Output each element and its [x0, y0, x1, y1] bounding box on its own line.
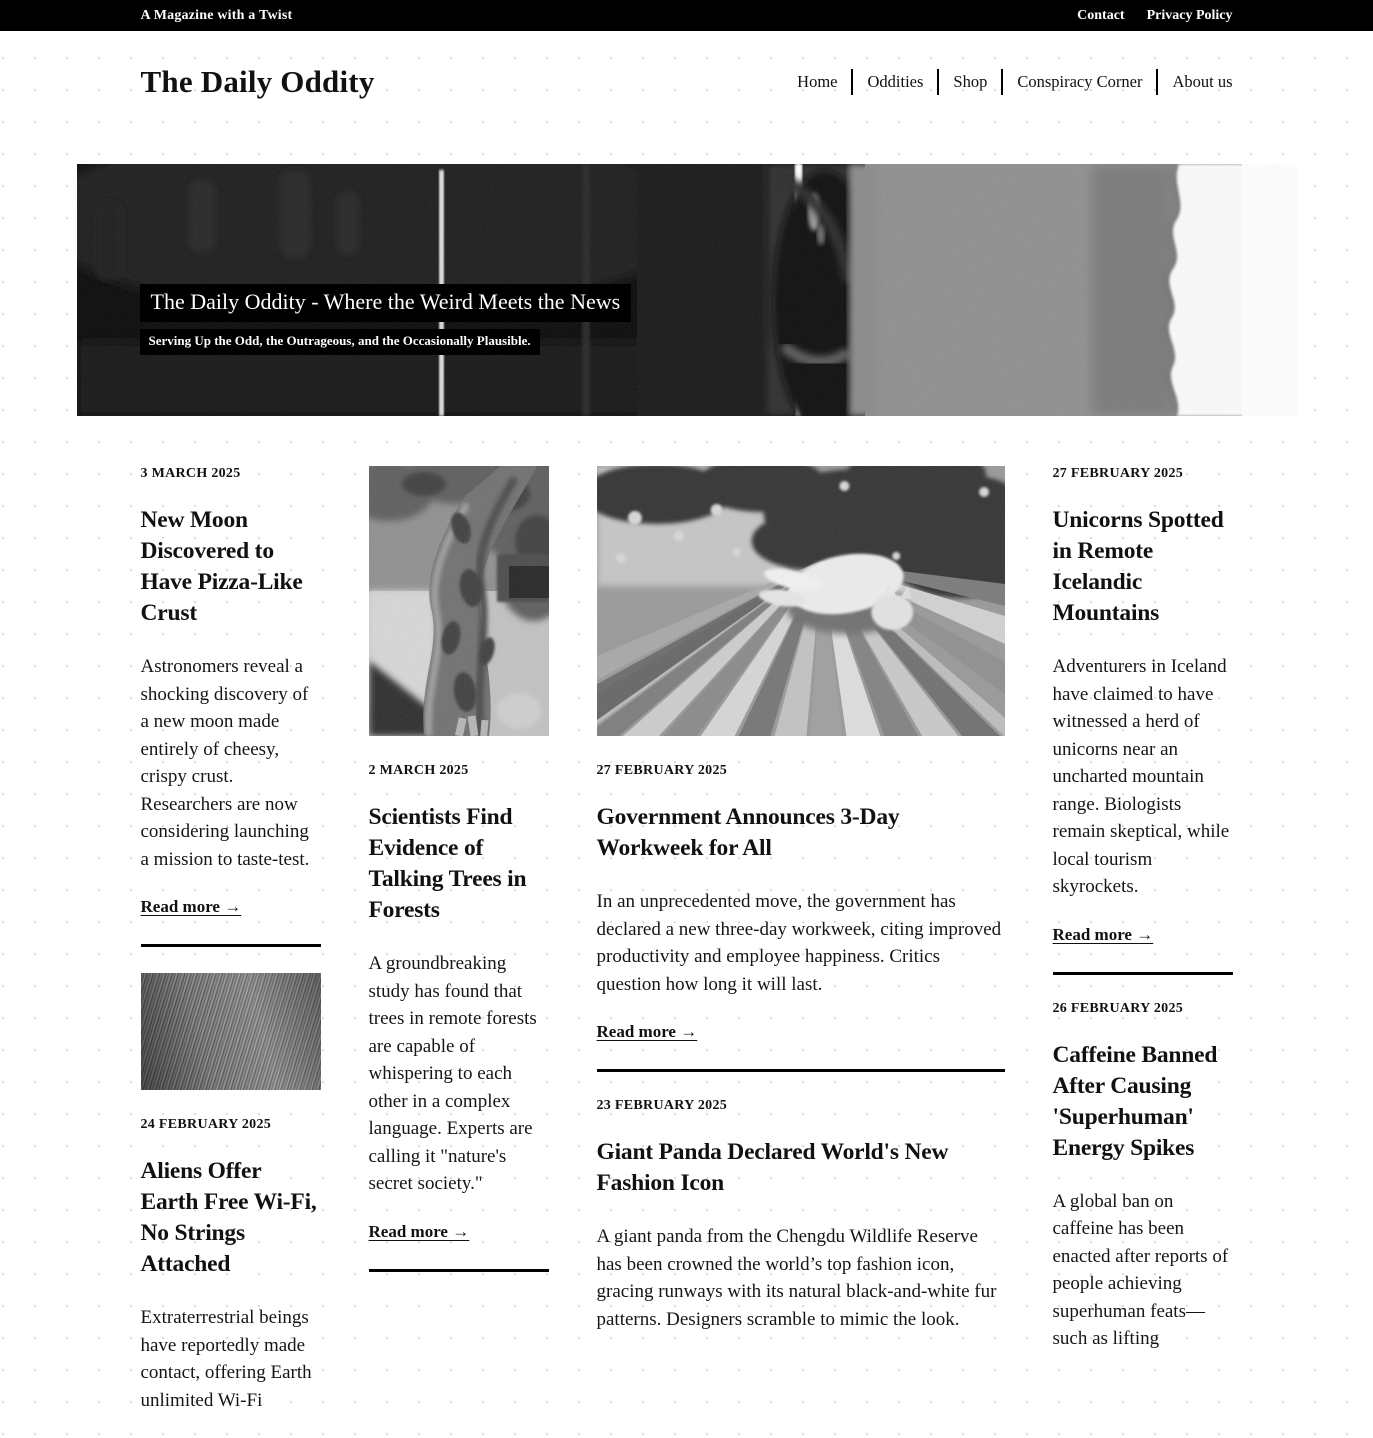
- article-caffeine: [1053, 1001, 1233, 1377]
- column-2: [369, 466, 549, 1298]
- read-more-link[interactable]: Read more →: [368, 1221, 470, 1241]
- post-excerpt: A global ban on caffeine has been enacted after reports of people achieving superhuman feats—such as lifting: [1052, 1190, 1229, 1349]
- nav-home[interactable]: Home: [797, 72, 838, 91]
- read-more-link[interactable]: Read more →: [140, 897, 242, 916]
- article-trees: [369, 466, 549, 1242]
- tree-photo: [369, 466, 549, 736]
- post-date: 3 MARCH 2025: [140, 466, 241, 481]
- post-title[interactable]: Unicorns Spotted in Remote Icelandic Mountains: [1052, 507, 1224, 626]
- post-date: 26 FEBRUARY 2025: [1052, 1000, 1184, 1016]
- article-workweek: [597, 466, 1005, 1042]
- divider: [1053, 972, 1233, 975]
- post-excerpt: In an unprecedented move, the government has declared a new three-day workweek, citing improved productivity and employee happiness. Critics question how long it will last.: [596, 891, 1002, 995]
- article-image-cat[interactable]: [597, 466, 1005, 736]
- site-title[interactable]: The Daily Oddity: [140, 64, 375, 99]
- nav-oddities[interactable]: Oddities: [851, 69, 937, 95]
- post-date: 2 MARCH 2025: [368, 763, 469, 778]
- column-1: [141, 466, 321, 1438]
- post-title[interactable]: Government Announces 3-Day Workweek for All: [596, 804, 900, 861]
- article-image-fur[interactable]: [141, 973, 321, 1090]
- nav-shop[interactable]: Shop: [937, 69, 1001, 95]
- top-bar: [0, 0, 1373, 31]
- post-title[interactable]: Caffeine Banned After Causing 'Superhuman' Energy Spikes: [1052, 1041, 1218, 1161]
- privacy-policy-link[interactable]: Privacy Policy: [1146, 7, 1233, 23]
- post-date: 27 FEBRUARY 2025: [1052, 466, 1184, 481]
- article-aliens: [141, 973, 321, 1438]
- site-header: [0, 31, 1373, 100]
- divider: [369, 1269, 549, 1272]
- hero-overlay: [140, 284, 632, 355]
- post-date: 24 FEBRUARY 2025: [140, 1117, 272, 1132]
- read-more-link[interactable]: Read more →: [1052, 924, 1154, 944]
- post-title[interactable]: Giant Panda Declared World's New Fashion Icon: [596, 1139, 949, 1196]
- hero-banner: [77, 164, 1297, 416]
- topbar-links: [1077, 8, 1232, 24]
- site-tagline: A Magazine with a Twist: [140, 7, 293, 23]
- post-excerpt: Extraterrestrial beings have reportedly made contact, offering Earth unlimited Wi-Fi: [140, 1307, 312, 1411]
- divider: [597, 1069, 1005, 1072]
- article-moon: [141, 466, 321, 917]
- hero-title: The Daily Oddity - Where the Weird Meets the News: [140, 284, 632, 322]
- post-date: 23 FEBRUARY 2025: [596, 1098, 728, 1113]
- nav-conspiracy-corner[interactable]: Conspiracy Corner: [1001, 69, 1156, 95]
- post-title[interactable]: Scientists Find Evidence of Talking Trees in Forests: [368, 804, 527, 923]
- articles-grid: [141, 466, 1233, 1438]
- column-4: [1053, 466, 1233, 1377]
- hero-subtitle: Serving Up the Odd, the Outrageous, and the Occasionally Plausible.: [140, 329, 540, 355]
- divider: [141, 944, 321, 947]
- post-title[interactable]: New Moon Discovered to Have Pizza-Like Crust: [140, 507, 303, 626]
- column-3: [597, 466, 1005, 1357]
- nav-about-us[interactable]: About us: [1156, 69, 1232, 95]
- post-excerpt: A groundbreaking study has found that trees in remote forests are capable of whispering to each other in a complex language. Experts are calling it "nature's secret society.": [368, 953, 537, 1194]
- post-title[interactable]: Aliens Offer Earth Free Wi-Fi, No Strings Attached: [140, 1158, 317, 1277]
- contact-link[interactable]: Contact: [1077, 7, 1125, 23]
- article-panda: [597, 1098, 1005, 1357]
- article-image-tree[interactable]: [369, 466, 549, 736]
- article-unicorns: [1053, 466, 1233, 945]
- post-date: 27 FEBRUARY 2025: [596, 763, 728, 778]
- read-more-link[interactable]: Read more →: [596, 1022, 698, 1041]
- cat-on-bamboo-photo: [597, 466, 1005, 736]
- post-excerpt: Astronomers reveal a shocking discovery of a new moon made entirely of cheesy, crispy crust. Researchers are now considering launching a mission to taste-test.: [140, 656, 310, 870]
- post-excerpt: Adventurers in Iceland have claimed to have witnessed a herd of unicorns near an uncharted mountain range. Biologists remain skeptical, while local tourism skyrockets.: [1052, 656, 1230, 897]
- post-excerpt: A giant panda from the Chengdu Wildlife Reserve has been crowned the world’s top fashion icon, gracing runways with its natural black-and-white fur patterns. Designers scramble to mimic the look.: [596, 1226, 997, 1330]
- main-nav: [797, 69, 1232, 95]
